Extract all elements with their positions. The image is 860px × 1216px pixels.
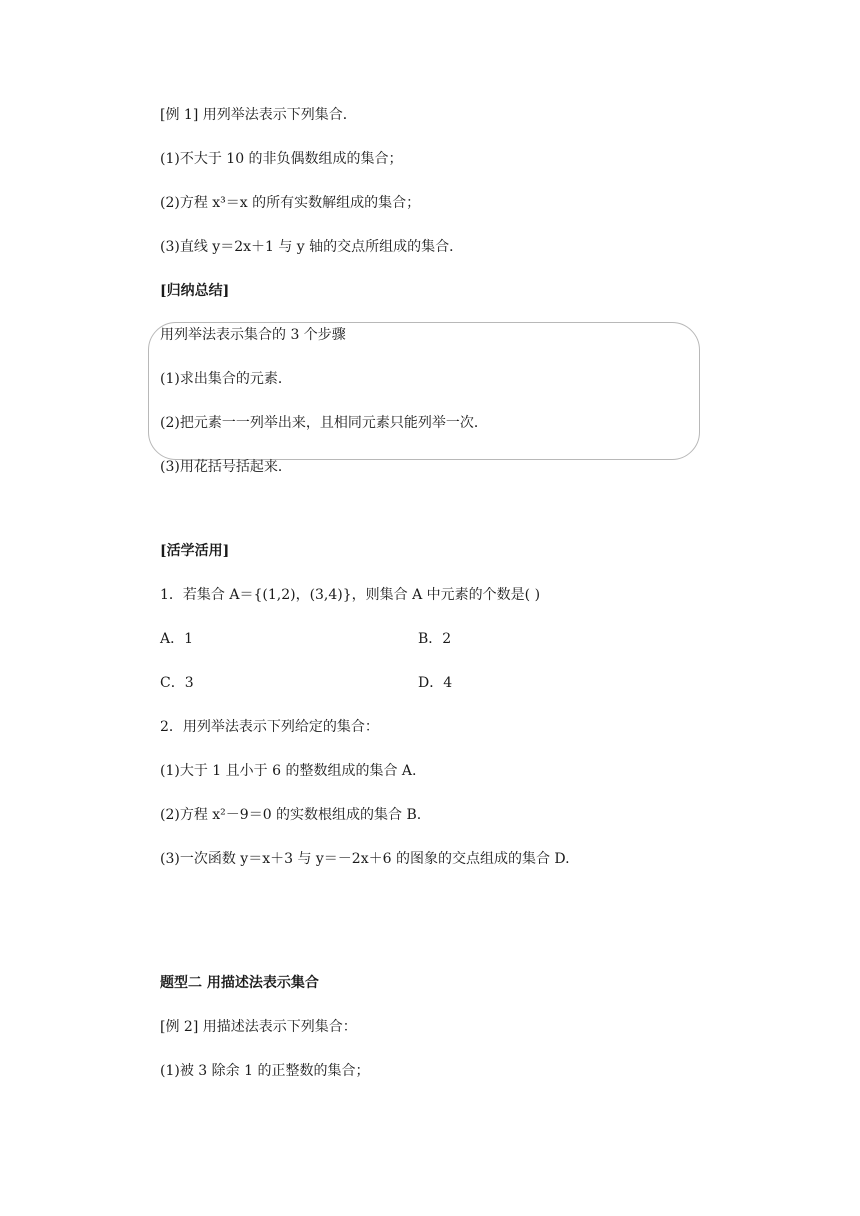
example1-item-2: (2)方程 x³＝x 的所有实数解组成的集合； [160,195,421,211]
section-2-title: 题型二 用描述法表示集合 [160,975,319,991]
summary-step-1: (1)求出集合的元素． [160,371,292,387]
example1-item-3: (3)直线 y＝2x＋1 与 y 轴的交点所组成的集合． [160,239,464,255]
summary-heading: [归纳总结] [160,283,230,299]
question-1-stem: 1．若集合 A＝{(1,2)，(3,4)}，则集合 A 中元素的个数是( ) [160,587,541,603]
example1-item-1: (1)不大于 10 的非负偶数组成的集合； [160,151,403,167]
question-1-option-d: D．4 [418,675,453,691]
question-1-option-b: B．2 [418,631,452,647]
example2-item-1: (1)被 3 除余 1 的正整数的集合； [160,1063,370,1079]
question-2-item-3: (3)一次函数 y＝x＋3 与 y＝－2x＋6 的图象的交点组成的集合 D. [160,851,570,867]
example2-prompt: [例 2] 用描述法表示下列集合： [160,1019,357,1035]
question-2-stem: 2．用列举法表示下列给定的集合： [160,719,379,735]
practice-heading: [活学活用] [160,543,230,559]
summary-step-2: (2)把元素一一列举出来，且相同元素只能列举一次． [160,415,488,431]
question-1-option-a: A．1 [160,631,194,647]
question-1-option-c: C．3 [160,675,194,691]
question-2-item-1: (1)大于 1 且小于 6 的整数组成的集合 A. [160,763,417,779]
summary-step-3: (3)用花括号括起来． [160,459,292,475]
question-2-item-2: (2)方程 x²－9＝0 的实数根组成的集合 B. [160,807,422,823]
example1-prompt: [例 1] 用列举法表示下列集合． [160,107,357,123]
summary-intro: 用列举法表示集合的 3 个步骤 [160,327,346,343]
